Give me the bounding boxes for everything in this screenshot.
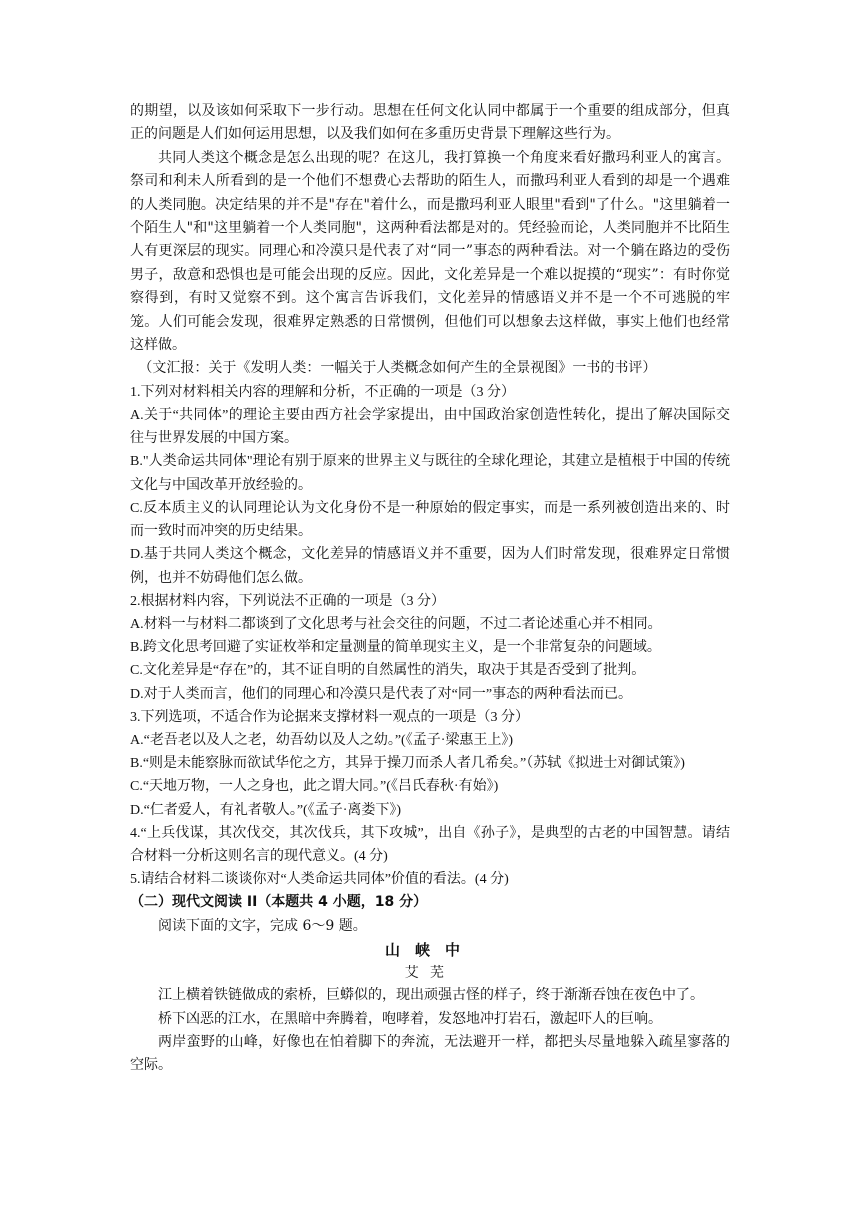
article-source: （文汇报：关于《发明人类：一幅关于人类概念如何产生的全景视图》一书的书评） xyxy=(138,360,657,377)
question-2-option-a: A.材料一与材料二都谈到了文化思考与社会交往的问题，不过二者论述重心并不相同。 xyxy=(130,616,662,632)
document-page xyxy=(130,100,730,1078)
section-instructions: 阅读下面的文字，完成 6～9 题。 xyxy=(158,917,367,934)
story-paragraph-2: 桥下凶恶的江水，在黑暗中奔腾着，咆哮着，发怒地冲打岩石，激起吓人的巨响。 xyxy=(158,1010,662,1027)
question-1-option-b: B."人类命运共同体"理论有别于原来的世界主义与既往的全球化理论，其建立是植根于中国的传统文化与中国改革开放经验的。 xyxy=(130,454,730,493)
story-paragraph-1: 江上横着铁链做成的索桥，巨蟒似的，现出顽强古怪的样子，终于渐渐吞蚀在夜色中了。 xyxy=(158,987,704,1004)
question-2-option-d: D.对于人类而言，他们的同理心和冷漠只是代表了对“同一”事态的两种看法而已。 xyxy=(130,686,633,702)
question-3-option-d: D.“仁者爱人，有礼者敬人。”(《孟子·离娄下》) xyxy=(130,802,402,818)
question-1-option-c: C.反本质主义的认同理论认为文化身份不是一种原始的假定事实，而是一系列被创造出来的、时而一致时而冲突的历史结果。 xyxy=(130,500,730,540)
question-2-option-c: C.文化差异是“存在”的，其不证自明的自然属性的消失，取决于其是否受到了批判。 xyxy=(130,663,646,679)
question-2-option-b: B.跨文化思考回避了实证枚举和定量测量的简单现实主义，是一个非常复杂的问题域。 xyxy=(130,640,661,656)
question-5: 5.请结合材料二谈谈你对“人类命运共同体”价值的看法。(4 分) xyxy=(130,872,509,888)
question-3-option-b: B.“则是未能察脉而欲试华佗之方，其异于操刀而杀人者几希矣。”（苏轼《拟进士对御试策》) xyxy=(130,756,685,772)
story-title: 山峡中 xyxy=(384,941,475,960)
question-2: 2.根据材料内容，下列说法不正确的一项是（3 分） xyxy=(130,593,445,609)
question-1-option-a: A.关于“共同体”的理论主要由西方社会学家提出，由中国政治家创造性转化，提出了解决国际交往与世界发展的中国方案。 xyxy=(130,408,730,447)
question-3-option-c: C.“天地万物，一人之身也，此之谓大同。”(《吕氏春秋·有始》) xyxy=(130,779,499,795)
story-author: 艾芜 xyxy=(404,965,456,982)
section-heading: （二）现代文阅读 II（本题共 4 小题，18 分） xyxy=(130,894,428,911)
article-paragraph-1: 的期望，以及该如何采取下一步行动。思想在任何文化认同中都属于一个重要的组成部分，但真正的问题是人们如何运用思想，以及我们如何在多重历史背景下理解这些行为。 xyxy=(130,103,730,143)
question-1-option-d: D.基于共同人类这个概念，文化差异的情感语义并不重要，因为人们时常发现，很难界定日常惯例，也并不妨碍他们怎么做。 xyxy=(130,547,730,586)
question-1: 1.下列对材料相关内容的理解和分析，不正确的一项是（3 分） xyxy=(130,384,515,400)
question-3: 3.下列选项，不适合作为论据来支撑材料一观点的一项是（3 分） xyxy=(130,709,529,725)
question-3-option-a: A.“老吾老以及人之老，幼吾幼以及人之幼。”(《孟子·梁惠王上》) xyxy=(130,732,514,748)
article-paragraph-2: 共同人类这个概念是怎么出现的呢？在这儿，我打算换一个角度来看好撒玛利亚人的寓言。祭司和利未人所看到的是一个他们不想费心去帮助的陌生人，而撒玛利亚人看到的却是一个遇难的人类同胞。决定结果的并不是"存在"着什么，而是撒玛利亚人眼里"看到"了什么。"这里躺着一个陌生人"和"这里躺着一个人类同胞"，这两种看法都是对的。凭经验而论，人类同胞并不比陌生人有更深层的现实。同理心和冷漠只是代表了对“同一”事态的两种看法。对一个躺在路边的受伤男子，敌意和恐惧也是可能会出现的反应。因此，文化差异是一个难以捉摸的“现实”：有时你觉察得到，有时又觉察不到。这个寓言告诉我们，文化差异的情感语义并不是一个不可逃脱的牢笼。人们可能会发现，很难界定熟悉的日常惯例，但他们可以想象去这样做，事实上他们也经常这样做。 xyxy=(130,149,730,354)
question-4: 4.“上兵伐谋，其次伐交，其次伐兵，其下攻城”，出自《孙子》，是典型的古老的中国智慧。请结合材料一分析这则名言的现代意义。(4 分) xyxy=(130,825,730,864)
story-paragraph-3: 两岸蛮野的山峰，好像也在怕着脚下的奔流，无法避开一样，都把头尽量地躲入疏星寥落的空际。 xyxy=(130,1033,730,1074)
